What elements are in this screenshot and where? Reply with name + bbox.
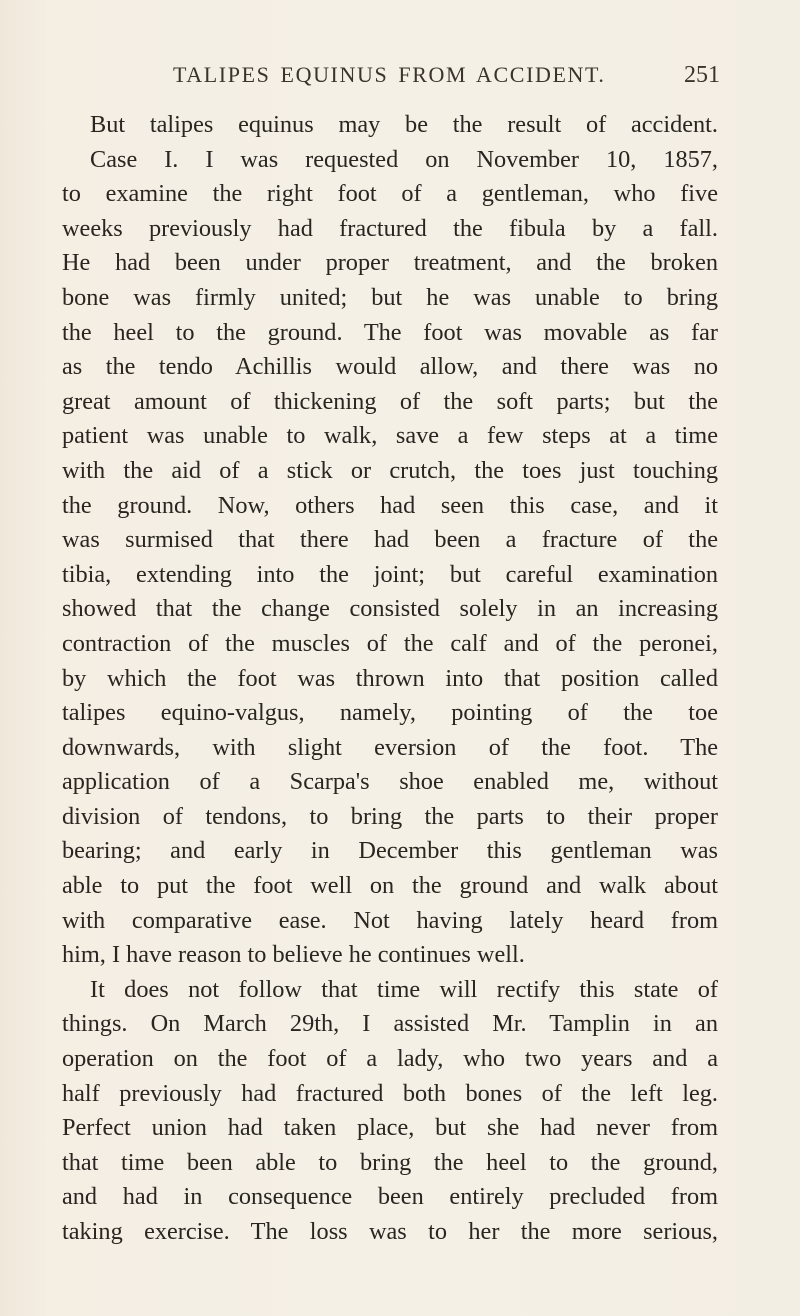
text-line: the ground. Now, others had seen this case, and it xyxy=(62,491,718,519)
text-line: contraction of the muscles of the calf and of the peronei, xyxy=(62,629,718,657)
text-line: operation on the foot of a lady, who two years and a xyxy=(62,1045,718,1073)
text-line: It does not follow that time will rectify this state of xyxy=(90,975,718,1003)
text-line: showed that the change consisted solely in an increasing xyxy=(62,595,718,623)
text-line: downwards, with slight eversion of the foot. The xyxy=(62,733,718,761)
running-title: TALIPES EQUINUS FROM ACCIDENT. xyxy=(173,62,606,87)
text-line: He had been under proper treatment, and the broken xyxy=(62,249,718,277)
text-line: bearing; and early in December this gentleman was xyxy=(62,837,718,865)
text-line: weeks previously had fractured the fibula by a fall. xyxy=(62,214,718,242)
text-line: and had in consequence been entirely precluded from xyxy=(62,1183,718,1211)
body-text xyxy=(62,108,718,1250)
text-line: to examine the right foot of a gentleman, who five xyxy=(62,180,718,208)
text-line: half previously had fractured both bones of the left leg. xyxy=(62,1079,718,1107)
text-line: Perfect union had taken place, but she had never from xyxy=(62,1114,718,1142)
text-line: as the tendo Achillis would allow, and there was no xyxy=(62,353,718,381)
text-line: that time been able to bring the heel to the ground, xyxy=(62,1148,718,1176)
text-line: talipes equino-valgus, namely, pointing of the toe xyxy=(62,699,718,727)
text-line: patient was unable to walk, save a few steps at a time xyxy=(62,422,718,450)
text-line: with comparative ease. Not having lately heard from xyxy=(62,906,718,934)
text-line: the heel to the ground. The foot was movable as far xyxy=(62,318,718,346)
text-line: by which the foot was thrown into that position called xyxy=(62,664,718,692)
text-line: great amount of thickening of the soft parts; but the xyxy=(62,387,718,415)
text-line: application of a Scarpa's shoe enabled me, without xyxy=(62,768,718,796)
text-line: division of tendons, to bring the parts to their proper xyxy=(62,802,718,830)
text-line: bone was firmly united; but he was unable to bring xyxy=(62,283,718,311)
page-number: 251 xyxy=(684,62,720,88)
text-line: him, I have reason to believe he continues well. xyxy=(62,941,525,969)
text-line: things. On March 29th, I assisted Mr. Tamplin in an xyxy=(62,1010,718,1038)
running-head xyxy=(60,62,720,92)
text-line: Case I. I was requested on November 10, 1857, xyxy=(90,145,718,173)
text-line: taking exercise. The loss was to her the more serious, xyxy=(62,1218,718,1245)
text-line: But talipes equinus may be the result of accident. xyxy=(90,111,718,138)
text-line: was surmised that there had been a fracture of the xyxy=(62,526,718,554)
text-line: with the aid of a stick or crutch, the toes just touching xyxy=(62,456,718,484)
text-line: able to put the foot well on the ground and walk about xyxy=(62,872,718,900)
text-line: tibia, extending into the joint; but careful examination xyxy=(62,560,718,588)
